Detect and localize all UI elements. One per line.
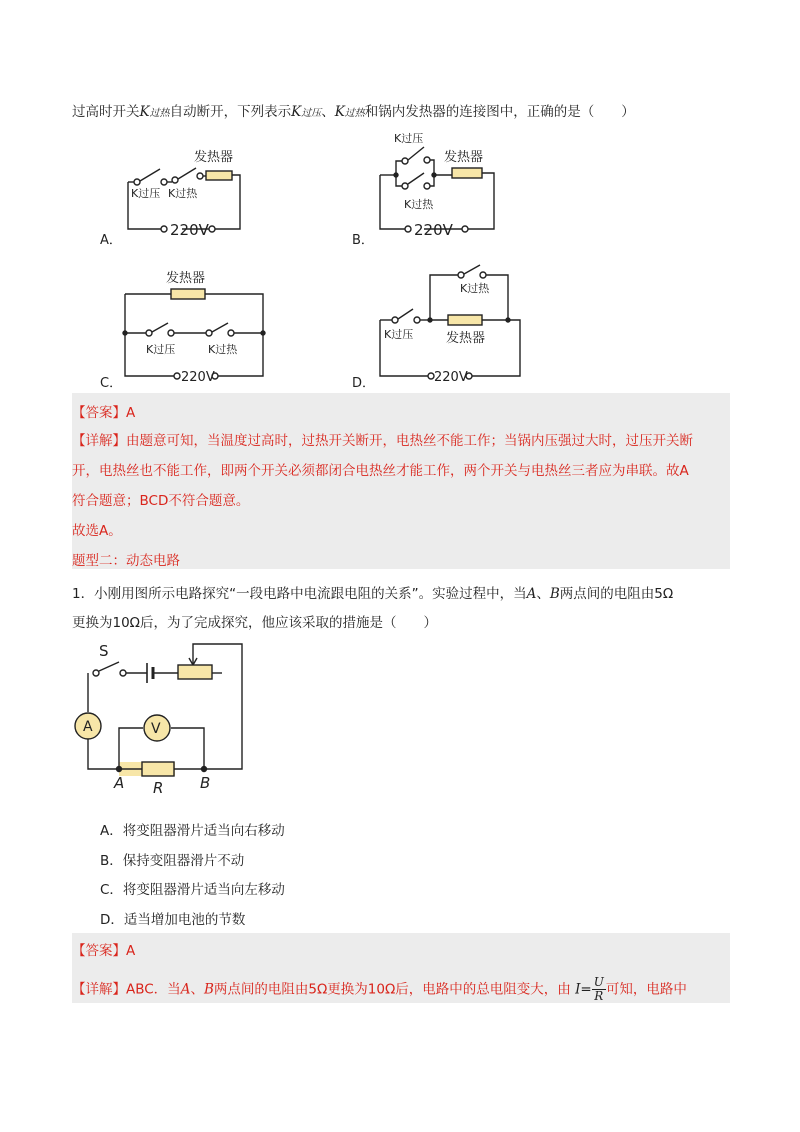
choice-d: D．适当增加电池的节数: [100, 912, 246, 928]
voltage-label: 220V: [414, 221, 453, 239]
point-b-label: B: [200, 774, 211, 792]
heater-label: 发热器: [166, 271, 206, 286]
heater-label: 发热器: [194, 150, 234, 165]
resistor-r-label: R: [153, 779, 164, 796]
circuit-diagram-d: [372, 262, 527, 387]
circuit-diagram-q2: [66, 636, 266, 796]
question2-line-1: 1．小刚用图所示电路探究“一段电路中电流跟电阻的关系”。实验过程中，当A、B两点间的电阻由5Ω: [72, 586, 674, 602]
choice-b: B．保持变阻器滑片不动: [100, 853, 245, 869]
option-b-label: B．: [352, 233, 374, 248]
detail-line-1: 【详解】由题意可知，当温度过高时，过热开关断开，电热丝不能工作；当锅内压强过大时，过压开关断: [72, 433, 693, 449]
answer-block-1: [72, 393, 730, 569]
detail-line-3: 符合题意；BCD不符合题意。: [72, 493, 250, 509]
k-over-pressure-label: K过压: [384, 328, 414, 341]
choice-a: A．将变阻器滑片适当向右移动: [100, 823, 285, 839]
voltage-label: 220V: [170, 221, 209, 239]
ammeter-icon: A: [83, 719, 93, 735]
k-over-heat-label: K过热: [460, 282, 490, 295]
option-a-label: A．: [100, 233, 122, 248]
choice-c: C．将变阻器滑片适当向左移动: [100, 882, 285, 898]
answer-tag: 【答案】A: [72, 405, 136, 421]
k-over-heat-label: K过热: [404, 198, 434, 211]
section-heading: 题型二：动态电路: [72, 553, 180, 569]
voltmeter-icon: V: [151, 721, 161, 737]
answer-tag: 【答案】A: [72, 943, 136, 959]
k-over-heat-label: K过热: [168, 187, 198, 200]
detail-line-q2: 【详解】ABC．当A、B两点间的电阻由5Ω更换为10Ω后，电路中的总电阻变大，由 I= $\frac{U}{R}$ 可知，电路中: [72, 975, 687, 1003]
detail-line-2: 开，电热丝也不能工作，即两个开关必须都闭合电热丝才能工作，两个开关与电热丝三者应为串联。故A: [72, 463, 689, 479]
point-a-label: A: [114, 774, 125, 792]
k-over-pressure-label: K过压: [394, 132, 424, 145]
option-c-label: C．: [100, 376, 123, 391]
question2-line-2: 更换为10Ω后，为了完成探究，他应该采取的措施是（ ）: [72, 615, 437, 631]
circuit-diagram-c: [118, 265, 270, 387]
question-intro-line: 过高时开关K过热自动断开，下列表示K过压、K过热和锅内发热器的连接图中，正确的是（ ）: [72, 104, 635, 120]
formula-fraction: $\frac{U}{R}$: [593, 975, 604, 1003]
switch-s-label: S: [99, 642, 109, 660]
formula-i: I: [575, 981, 581, 998]
k-over-pressure-label: K过压: [131, 187, 161, 200]
k-over-pressure-label: K过压: [146, 343, 176, 356]
voltage-label: 220V: [181, 370, 215, 385]
conclusion-line: 故选A。: [72, 523, 122, 539]
k-over-heat-label: K过热: [208, 343, 238, 356]
circuit-diagram-b: [372, 128, 512, 246]
formula-eq: =: [580, 981, 592, 998]
circuit-diagram-a: [120, 145, 250, 245]
option-d-label: D．: [352, 376, 376, 391]
heater-label: 发热器: [444, 150, 484, 165]
voltage-label: 220V: [434, 370, 468, 385]
heater-label: 发热器: [446, 331, 486, 346]
